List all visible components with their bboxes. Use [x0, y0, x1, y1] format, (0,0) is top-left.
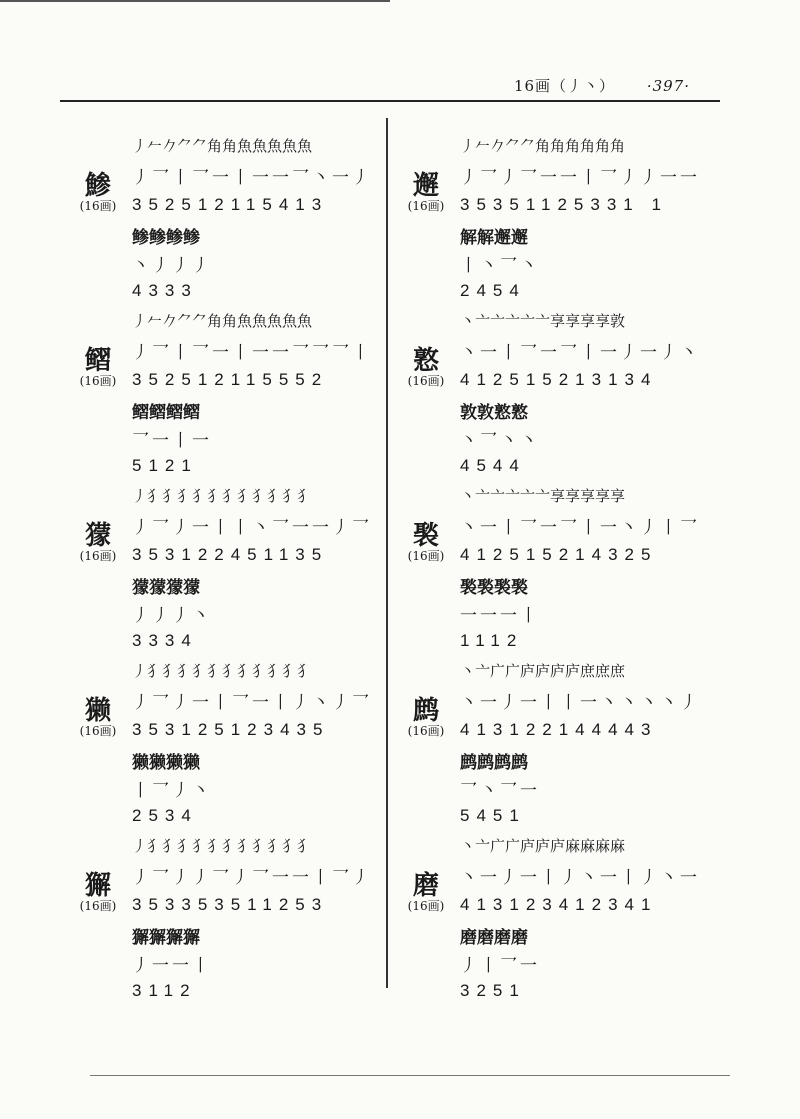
stroke-numbers-continued: 3251 — [460, 981, 526, 1000]
stroke-count-label: (16画) — [407, 199, 445, 213]
stroke-count-label: (16画) — [79, 549, 117, 563]
stroke-sequence-glyphs: 丿犭犭犭犭犭犭犭犭犭犭犭 — [132, 487, 313, 505]
character-entry — [70, 835, 390, 1005]
stroke-sequence-glyphs-continued: 獭獭獭獭 — [132, 753, 200, 773]
character-entry — [398, 660, 718, 830]
stroke-sequence-glyphs: 丿𠂉𠂊⺈⺈角角魚魚魚魚魚 — [132, 312, 313, 330]
stroke-shapes-continued: 乛丶乛一 — [460, 781, 540, 801]
stroke-numbers-continued: 2454 — [460, 281, 526, 300]
scan-edge-line — [0, 0, 390, 2]
head-character: 獴 — [84, 521, 111, 551]
stroke-count-label: (16画) — [407, 724, 445, 738]
character-entry — [398, 485, 718, 655]
stroke-count-label: (16画) — [407, 899, 445, 913]
page-header — [514, 75, 690, 96]
page-number: ·397· — [646, 77, 690, 95]
stroke-shapes: 丿乛丿丿乛丿乛一一丨乛丿 — [132, 868, 372, 888]
stroke-shapes: 丶一丨乛一乛丨一丿一丿丶 — [460, 343, 700, 363]
stroke-numbers-continued: 3334 — [132, 631, 198, 650]
stroke-shapes: 丶一丿一丨丿丶一丨丿丶一 — [460, 868, 700, 888]
section-label: 16画（丿丶） — [513, 77, 616, 95]
stroke-count-label: (16画) — [79, 374, 117, 388]
stroke-sequence-glyphs-continued: 鳛鳛鳛鳛 — [132, 403, 200, 423]
footer-rule — [90, 1075, 730, 1076]
stroke-shapes: 丿乛丨乛一丨一一乛乛乛丨 — [132, 343, 372, 363]
stroke-count-label: (16画) — [407, 374, 445, 388]
stroke-numbers-continued: 5121 — [132, 456, 198, 475]
header-rule — [60, 100, 720, 102]
stroke-shapes: 丿乛丿乛一一丨乛丿丿一一 — [460, 168, 700, 188]
head-character: 鳛 — [84, 346, 111, 376]
character-entry — [70, 310, 390, 480]
stroke-numbers: 413122144443 — [460, 720, 658, 739]
stroke-shapes-continued: 一一一丨 — [460, 606, 540, 626]
stroke-numbers-continued: 5451 — [460, 806, 526, 825]
head-character: 鹧 — [412, 696, 439, 726]
stroke-shapes: 丿乛丨乛一丨一一乛丶一丿 — [132, 168, 372, 188]
stroke-sequence-glyphs-continued: 獴獴獴獴 — [132, 578, 200, 598]
stroke-sequence-glyphs: 丿犭犭犭犭犭犭犭犭犭犭犭 — [132, 662, 313, 680]
stroke-sequence-glyphs: 丿犭犭犭犭犭犭犭犭犭犭犭 — [132, 837, 313, 855]
stroke-sequence-glyphs-continued: 鲹鲹鲹鲹 — [132, 228, 200, 248]
stroke-shapes-continued: 丶乛丶丶 — [460, 431, 540, 451]
character-entry — [398, 310, 718, 480]
stroke-shapes: 丶一丿一丨丨一丶丶丶丶丿 — [460, 693, 700, 713]
stroke-sequence-glyphs-continued: 獬獬獬獬 — [132, 928, 200, 948]
stroke-count-label: (16画) — [79, 199, 117, 213]
stroke-count-label: (16画) — [79, 724, 117, 738]
stroke-sequence-glyphs: 丶亠广广庐庐庐庐庶庶庶 — [460, 662, 626, 680]
stroke-numbers: 353122451135 — [132, 545, 329, 564]
head-character: 鯵 — [84, 171, 111, 201]
head-character: 邂 — [412, 171, 439, 201]
stroke-numbers-continued: 4333 — [132, 281, 198, 300]
stroke-shapes-continued: 丿丿丿丶 — [132, 606, 212, 626]
stroke-numbers: 412515213134 — [460, 370, 658, 389]
stroke-numbers: 352512115552 — [132, 370, 329, 389]
stroke-numbers-continued: 1112 — [460, 631, 524, 650]
stroke-shapes-continued: 丿一一丨 — [132, 956, 212, 976]
stroke-numbers: 352512115413 — [132, 195, 329, 214]
stroke-sequence-glyphs: 丶亠广广庐庐庐麻麻麻麻 — [460, 837, 626, 855]
stroke-count-label: (16画) — [407, 549, 445, 563]
character-entry — [70, 485, 390, 655]
character-entry — [70, 660, 390, 830]
stroke-count-label: (16画) — [79, 899, 117, 913]
head-character: 憝 — [412, 346, 439, 376]
stroke-shapes-continued: 丨乛丿丶 — [132, 781, 212, 801]
stroke-sequence-glyphs: 丶亠亠亠亠亠享享享享敦 — [460, 312, 626, 330]
stroke-shapes-continued: 乛一丨一 — [132, 431, 212, 451]
stroke-numbers-continued: 2534 — [132, 806, 198, 825]
stroke-shapes-continued: 丿丨乛一 — [460, 956, 540, 976]
head-character: 褧 — [412, 521, 439, 551]
character-entry — [398, 135, 718, 305]
stroke-shapes: 丿乛丿一丨乛一丨丿丶丿乛 — [132, 693, 372, 713]
stroke-numbers: 413123412341 — [460, 895, 658, 914]
head-character: 獭 — [84, 696, 111, 726]
stroke-numbers: 412515214325 — [460, 545, 658, 564]
stroke-shapes: 丶一丨乛一乛丨一丶丿丨乛 — [460, 518, 700, 538]
stroke-sequence-glyphs-continued: 磨磨磨磨 — [460, 928, 528, 948]
stroke-numbers-continued: 3112 — [132, 981, 197, 1000]
stroke-shapes: 丿乛丿一丨丨丶乛一一丿乛 — [132, 518, 372, 538]
stroke-sequence-glyphs: 丶亠亠亠亠亠享享享享享 — [460, 487, 626, 505]
stroke-numbers: 35351125331 1 — [460, 195, 668, 214]
stroke-numbers-continued: 4544 — [460, 456, 526, 475]
stroke-sequence-glyphs: 丿𠂉𠂊⺈⺈角角角角角角 — [460, 137, 626, 155]
stroke-sequence-glyphs-continued: 褧褧褧褧 — [460, 578, 528, 598]
character-entry — [398, 835, 718, 1005]
stroke-sequence-glyphs: 丿𠂉𠂊⺈⺈角角魚魚魚魚魚 — [132, 137, 313, 155]
stroke-shapes-continued: 丶丿丿丿 — [132, 256, 212, 276]
stroke-numbers: 353353511253 — [132, 895, 329, 914]
head-character: 獬 — [84, 871, 111, 901]
stroke-shapes-continued: 丨丶乛丶 — [460, 256, 540, 276]
stroke-sequence-glyphs-continued: 解解邂邂 — [460, 228, 528, 248]
character-entry — [70, 135, 390, 305]
stroke-sequence-glyphs-continued: 鹧鹧鹧鹧 — [460, 753, 528, 773]
stroke-numbers: 353125123435 — [132, 720, 330, 739]
stroke-sequence-glyphs-continued: 敦敦憝憝 — [460, 403, 528, 423]
head-character: 磨 — [412, 871, 439, 901]
